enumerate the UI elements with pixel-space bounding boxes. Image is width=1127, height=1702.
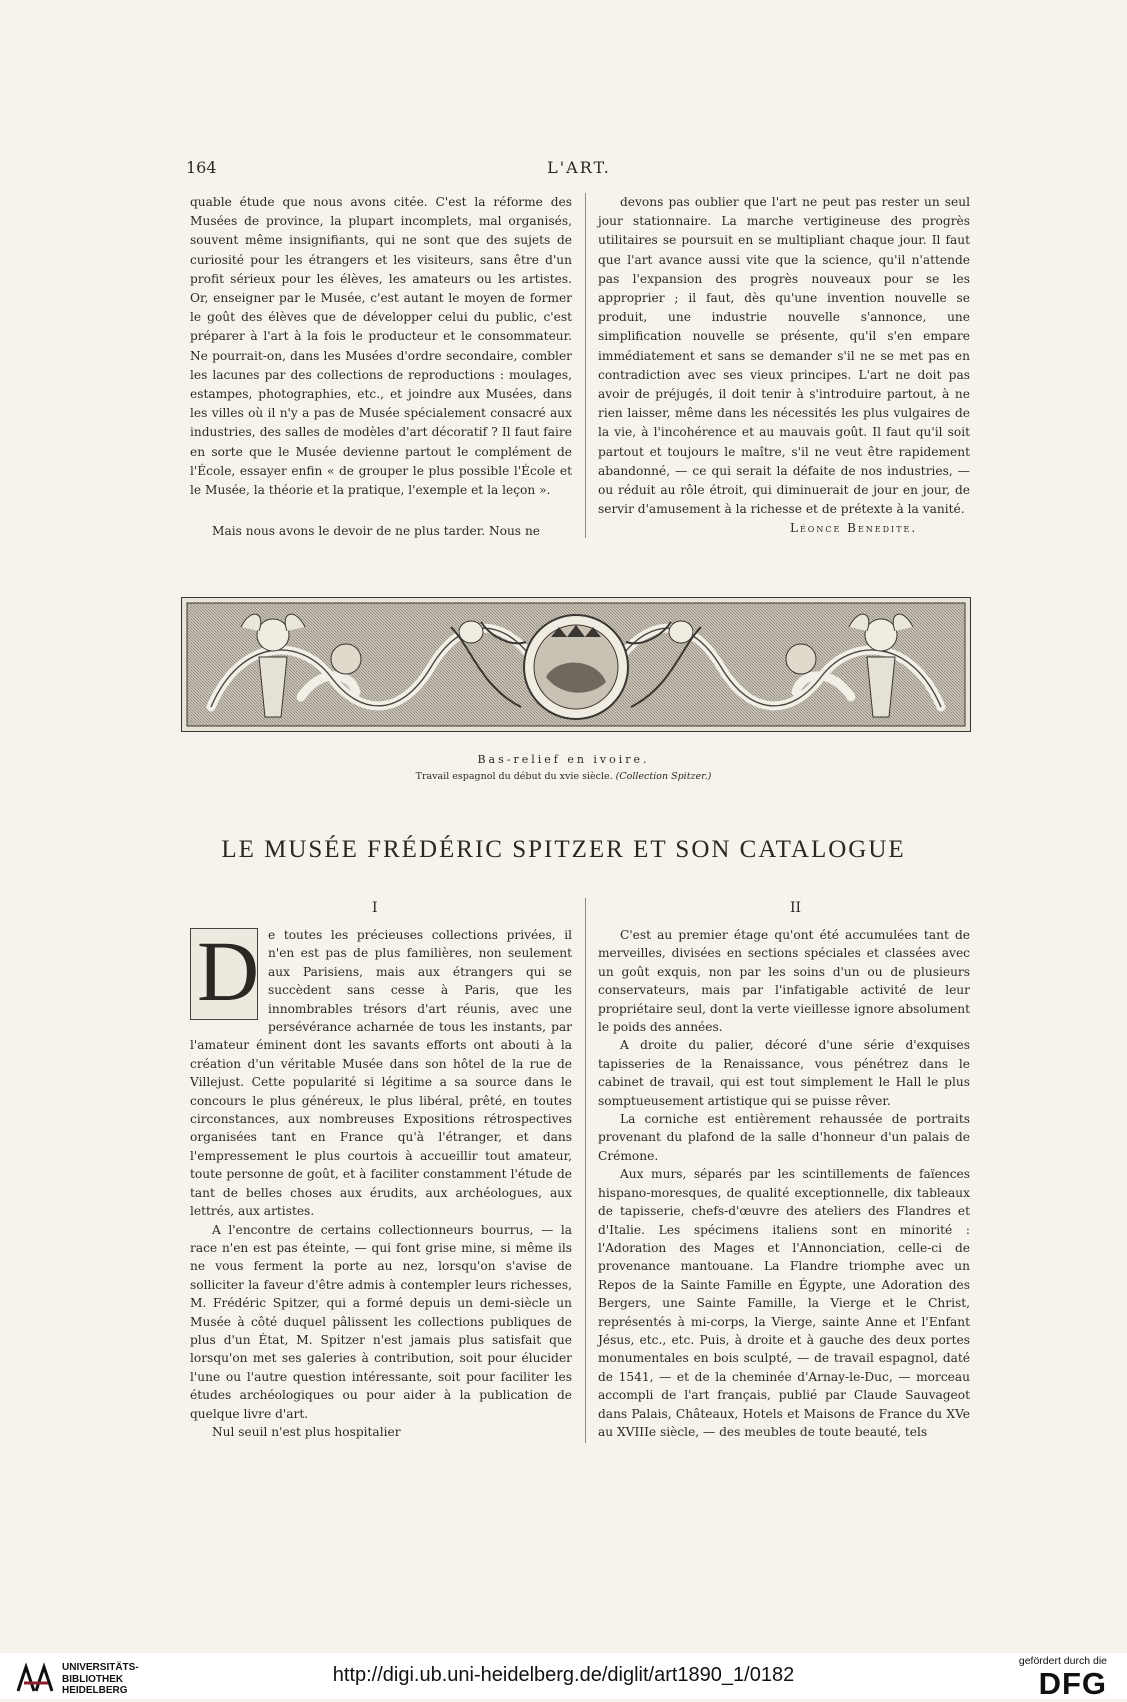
figure-caption-title: Bas-relief en ivoire. <box>477 753 650 766</box>
figure-caption-origin: Travail espagnol du début du xvie siècle. <box>415 771 613 782</box>
section1-paragraph-2: A l'encontre de certains collectionneurs bourrus, — la race n'en est pas éteinte, — qui font grise mine, si même ils ne vous ferment la porte au nez, lorsqu'on s'avise de solliciter la faveur d'être admis à contempler leurs richesses, M. Frédéric Spitzer, qui a formé depuis un demi-siècle un Musée à côté duquel pâlissent les collections publiques de plus d'un État, M. Spitzer n'est jamais plus satisfait que lorsqu'on met ses galeries à contribution, soit pour élucider l'une ou l'autre question intéressante, soit pour faciliter les études archéologiques ou pour aider à la publication de quelque livre d'art. <box>190 1222 572 1421</box>
column-divider <box>585 193 586 538</box>
article-title: LE MUSÉE FRÉDÉRIC SPITZER ET SON CATALOGUE <box>221 836 906 863</box>
digitization-footer <box>0 1653 1127 1699</box>
author-signature: Léonce Benedite. <box>790 521 918 535</box>
article-right-column <box>598 926 970 1441</box>
institution-line-1: UNIVERSITÄTS- <box>62 1662 139 1673</box>
figure-caption-collection: (Collection Spitzer.) <box>615 771 712 782</box>
section1-paragraph-3: Nul seuil n'est plus hospitalier <box>212 1424 401 1439</box>
ivory-bas-relief-illustration <box>181 597 971 732</box>
section2-paragraph-2: A droite du palier, décoré d'une série d'exquises tapisseries de la Renaissance, vous pénétrez dans le cabinet de travail, qui est tout simplement le Hall le plus somptueusement artistique qui se puisse rêver. <box>598 1038 970 1108</box>
top-left-text: quable étude que nous avons citée. C'est la réforme des Musées de province, la plupart incomplets, mal organisés, souvent même insignifiants, qui ne sont que des sujets de curiosité pour les étrangers et les visiteurs, sans être d'un profit sérieux pour les élèves, les amateurs ou les artistes. Or, enseigner par le Musée, c'est autant le moyen de former le goût des élèves que de développer celui du public, c'est préparer à l'art à la fois le producteur et le consommateur. Ne pourrait-on, dans les Musées d'ordre secondaire, combler les lacunes par des collections de reproductions : moulages, estampes, photographies, etc., et joindre aux Musées, dans les villes où il n'y a pas de Musée spécialement consacré aux industries, des salles de modèles d'art décoratif ? Il faut faire en sorte que le Musée devienne partout le complément de l'École, essayer enfin « de grouper le plus possible l'École et le Musée, la théorie et la pratique, l'exemple et la leçon ». <box>190 195 572 498</box>
section2-paragraph-1: C'est au premier étage qu'ont été accumulées tant de merveilles, divisées en sections spéciales et classées avec un goût exquis, non par les soins d'un ou de plusieurs conservateurs, mais par l'infatigable activité de leur propriétaire seul, dont la verte vieillesse ignore absolument le poids des années. <box>598 928 970 1035</box>
page-header <box>186 158 972 184</box>
page-number: 164 <box>186 158 217 177</box>
top-right-column <box>598 193 970 519</box>
section-number-2: II <box>790 900 802 916</box>
institution-line-2: BIBLIOTHEK <box>62 1673 124 1685</box>
article-column-divider <box>585 898 586 1443</box>
article-left-column <box>190 923 572 1441</box>
running-title: L'ART. <box>547 158 611 177</box>
top-right-text: devons pas oublier que l'art ne peut pas rester un seul jour stationnaire. La marche vertigineuse des progrès utilitaires se poursuit en se multipliant chaque jour. Il faut que l'art avance aussi vite que la science, qu'il n'attende pas l'expansion des progrès nouveaux pour se les approprier ; il faut, dès qu'une invention nouvelle se produit, une industrie nouvelle s'annonce, une simplification nouvelle se présente, qu'il s'en empare immédiatement et sans se demander s'il ne se met pas en contradiction avec ses vieux principes. L'art ne doit pas avoir de préjugés, il doit tenir à s'introduire partout, à ne rien laisser, même dans les nécessités les plus vulgaires de la vie, à l'incohérence et au mauvais goût. Il faut qu'il soit partout et toujours le maître, s'il ne veut être rapidement abandonné, — ce qui serait la défaite de nos industries, — ou réduit au rôle étroit, qui diminuerait de jour en jour, de servir d'amusement à la richesse et de prétexte à la vanité. <box>598 195 970 517</box>
digitization-url-link[interactable]: http://digi.ub.uni-heidelberg.de/diglit/art1890_1/0182 <box>332 1664 795 1686</box>
top-left-column-end: Mais nous avons le devoir de ne plus tarder. Nous ne <box>212 524 541 538</box>
section2-paragraph-4: Aux murs, séparés par les scintillements de faïences hispano-moresques, de qualité exceptionnelle, dix tableaux de tapisserie, chefs-d'œuvre des ateliers des Flandres et d'Italie. Les spécimens italiens sont en minorité : l'Adoration des Mages et l'Annonciation, celle-ci de provenance mantouane. La Flandre triomphe avec un Repos de la Sainte Famille en Égypte, une Adoration des Bergers, une Sainte Famille, la Vierge et le Christ, représentés à mi-corps, la Vierge, sainte Anne et l'Enfant Jésus, etc., etc. Puis, à droite et à gauche des deux portes monumentales en bois sculpté, — de travail espagnol, daté de 1541, — et de la cheminée d'Arnay-le-Duc, — morceau accompli de l'art français, publié par Claude Sauvageot dans Palais, Châteaux, Hotels et Maisons de France du XVe au XVIIIe siècle, — des meubles de toute beauté, tels <box>598 1167 970 1439</box>
section1-paragraph-1: e toutes les précieuses collections privées, il n'en est pas de plus familières, non seulement aux Parisiens, mais aux étrangers qui se succèdent sans cesse à Paris, que les innombrables trésors d'art réunis, avec une persévérance acharnée de tous les instants, par l'amateur éminent dont les savants efforts ont abouti à la création d'un véritable Musée dans son hôtel de la rue de Villejust. Cette popularité si légitime a sa source dans le concours le plus généreux, le plus libéral, prêté, en toutes circonstances, aux nombreuses Expositions rétrospectives organisées tant en France qu'à l'étranger, et dans l'empressement le plus courtois à accueillir tout amateur, toute personne de goût, et à faciliter constamment l'étude de tant de belles choses aux érudits, aux archéologues, aux lettrés, aux artistes. <box>190 928 572 1219</box>
section2-paragraph-3: La corniche est entièrement rehaussée de portraits provenant du plafond de la salle d'honneur d'un palais de Crémone. <box>598 1112 970 1163</box>
dfg-logo: DFG <box>1038 1666 1107 1701</box>
funding-label: gefördert durch die <box>1018 1655 1107 1667</box>
figure-caption-detail <box>0 771 1127 782</box>
top-left-column <box>190 193 572 500</box>
dropcap-letter: D <box>197 923 260 1019</box>
institution-line-3: HEIDELBERG <box>62 1685 128 1696</box>
dropcap-ornament <box>190 923 260 1020</box>
section-number-1: I <box>372 900 378 916</box>
